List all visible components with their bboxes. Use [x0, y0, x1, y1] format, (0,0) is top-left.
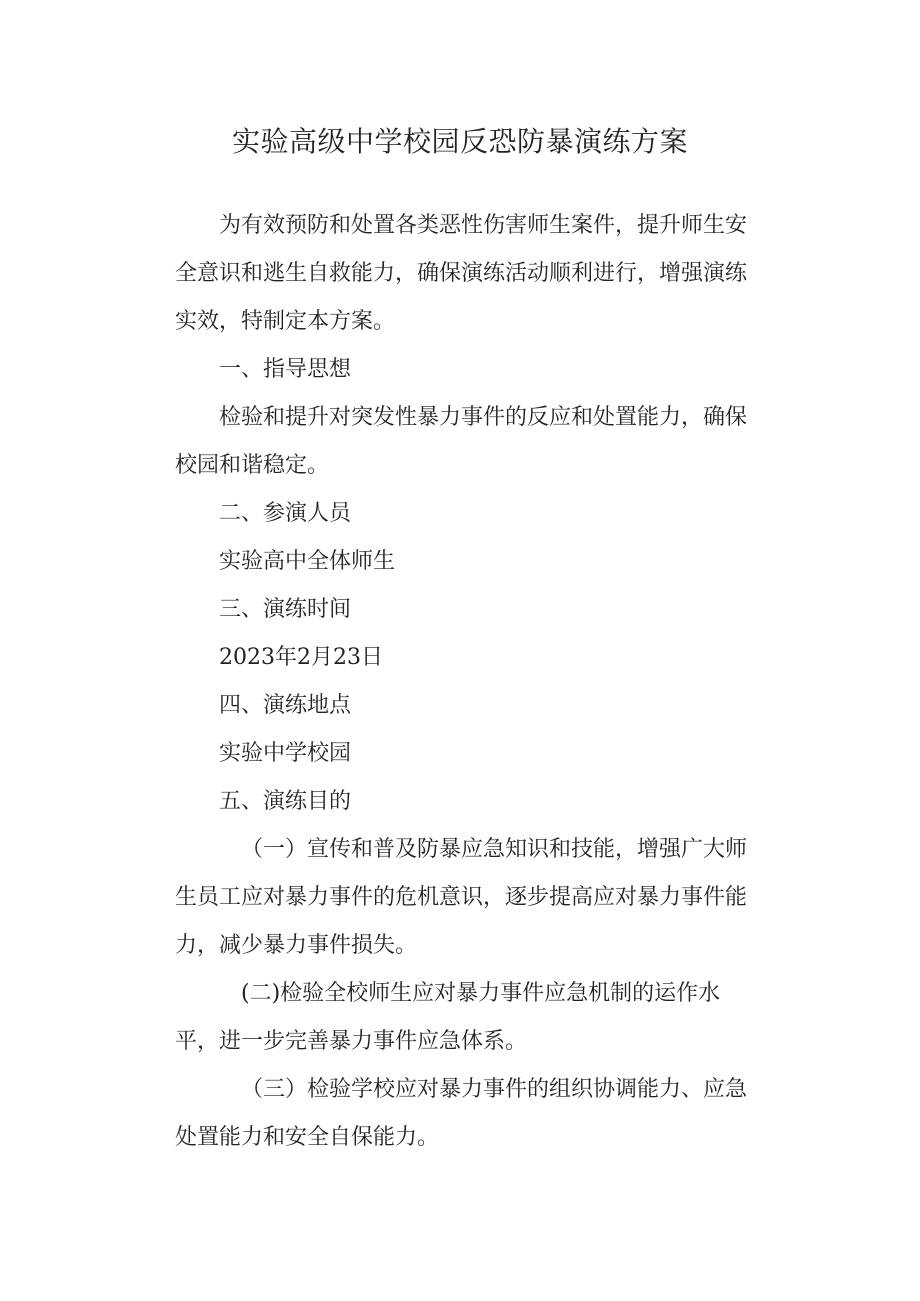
section-heading-drill-time: 三、演练时间: [219, 597, 352, 622]
section-heading-drill-purpose: 五、演练目的: [219, 789, 352, 814]
section-heading-drill-location: 四、演练地点: [219, 693, 352, 718]
document-body: [175, 202, 755, 1162]
document-title: 实验高级中学校园反恐防暴演练方案: [231, 125, 688, 158]
purpose-item-2: (二)检验全校师生应对暴力事件应急机制的运作水平，进一步完善暴力事件应急体系。: [175, 981, 721, 1054]
purpose-item-3: （三）检验学校应对暴力事件的组织协调能力、应急处置能力和安全自保能力。: [175, 1077, 748, 1150]
section-heading-participants: 二、参演人员: [219, 501, 352, 526]
section-heading-guiding-thought: 一、指导思想: [219, 357, 352, 382]
participants-paragraph: 实验高中全体师生: [219, 549, 396, 574]
purpose-item-1: （一）宣传和普及防暴应急知识和技能，增强广大师生员工应对暴力事件的危机意识，逐步提高应对暴力事件能力，减少暴力事件损失。: [175, 837, 748, 958]
intro-paragraph: 为有效预防和处置各类恶性伤害师生案件，提升师生安全意识和逃生自救能力，确保演练活动顺利进行，增强演练实效，特制定本方案。: [175, 213, 748, 334]
guiding-thought-paragraph: 检验和提升对突发性暴力事件的反应和处置能力，确保校园和谐稳定。: [175, 405, 748, 478]
drill-time-paragraph: 2023年2月23日: [219, 645, 383, 670]
drill-location-paragraph: 实验中学校园: [219, 741, 352, 766]
